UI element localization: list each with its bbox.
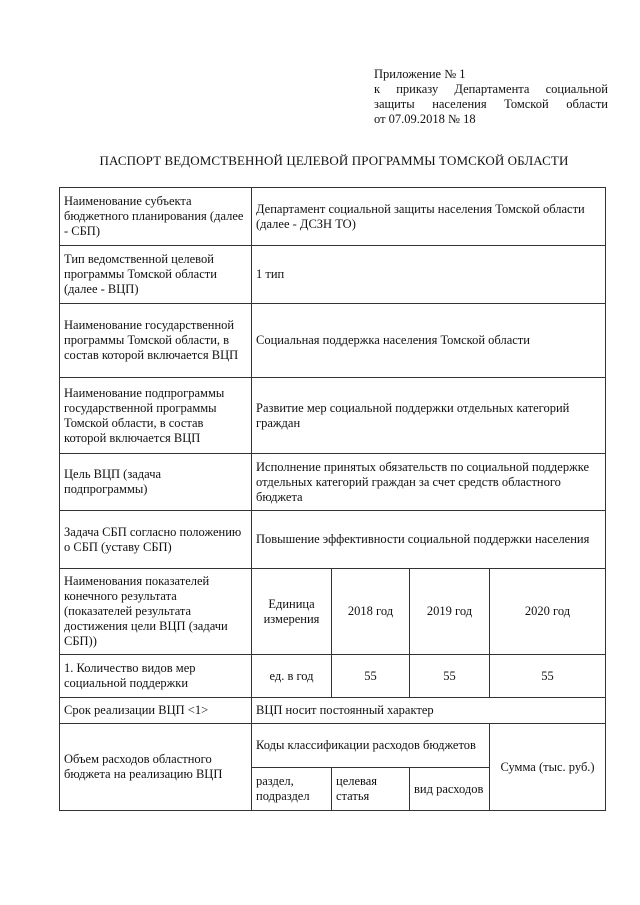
task-value: Повышение эффективности социальной поддержки населения	[252, 511, 606, 569]
budget-label: Объем расходов областного бюджета на реализацию ВЦП	[60, 724, 252, 811]
row-state-program	[60, 304, 606, 378]
budget-sum-header: Сумма (тыс. руб.)	[490, 724, 606, 811]
type-value: 1 тип	[252, 246, 606, 304]
budget-target-article: целевая статья	[332, 768, 410, 811]
indicator-1-value-2018: 55	[332, 655, 410, 698]
approval-order: к приказу Департамента социальной	[374, 82, 608, 96]
indicator-1-label: 1. Количество видов мер социальной поддержки	[60, 655, 252, 698]
approval-date: от 07.09.2018 № 18	[374, 112, 476, 126]
budget-section: раздел, подраздел	[252, 768, 332, 811]
state-program-value: Социальная поддержка населения Томской области	[252, 304, 606, 378]
subject-label: Наименование субъекта бюджетного планирования (далее - СБП)	[60, 188, 252, 246]
indicator-1-value-2020: 55	[490, 655, 606, 698]
approval-appendix: Приложение № 1	[374, 67, 466, 81]
row-goal	[60, 454, 606, 511]
state-program-label: Наименование государственной программы Томской области, в состав которой включается ВЦП	[60, 304, 252, 378]
row-budget-codes	[60, 724, 606, 768]
term-label: Срок реализации ВЦП <1>	[60, 698, 252, 724]
type-label: Тип ведомственной целевой программы Томской области (далее - ВЦП)	[60, 246, 252, 304]
goal-label: Цель ВЦП (задача подпрограммы)	[60, 454, 252, 511]
passport-table	[59, 187, 606, 811]
year-2019-header: 2019 год	[410, 569, 490, 655]
indicator-1-unit: ед. в год	[252, 655, 332, 698]
term-value: ВЦП носит постоянный характер	[252, 698, 606, 724]
subject-value: Департамент социальной защиты населения Томской области (далее - ДСЗН ТО)	[252, 188, 606, 246]
row-indicators-header	[60, 569, 606, 655]
budget-codes-header: Коды классификации расходов бюджетов	[252, 724, 490, 768]
year-2020-header: 2020 год	[490, 569, 606, 655]
year-2018-header: 2018 год	[332, 569, 410, 655]
row-term	[60, 698, 606, 724]
indicator-1-value-2019: 55	[410, 655, 490, 698]
row-subject	[60, 188, 606, 246]
budget-expense-type: вид расходов	[410, 768, 490, 811]
unit-header: Единица измерения	[252, 569, 332, 655]
subprogram-value: Развитие мер социальной поддержки отдельных категорий граждан	[252, 378, 606, 454]
subprogram-label: Наименование подпрограммы государственной программы Томской области, в состав которой включается ВЦП	[60, 378, 252, 454]
row-subprogram	[60, 378, 606, 454]
row-type	[60, 246, 606, 304]
approval-department: защиты населения Томской области	[374, 97, 608, 111]
document-title: ПАСПОРТ ВЕДОМСТВЕННОЙ ЦЕЛЕВОЙ ПРОГРАММЫ ТОМСКОЙ ОБЛАСТИ	[99, 153, 569, 168]
row-indicator-1	[60, 655, 606, 698]
indicators-label: Наименования показателей конечного результата (показателей результата достижения цели ВЦП (задачи СБП))	[60, 569, 252, 655]
approval-block	[374, 67, 608, 127]
row-task	[60, 511, 606, 569]
goal-value: Исполнение принятых обязательств по социальной поддержке отдельных категорий граждан за счет средств областного бюджета	[252, 454, 606, 511]
task-label: Задача СБП согласно положению о СБП (уставу СБП)	[60, 511, 252, 569]
